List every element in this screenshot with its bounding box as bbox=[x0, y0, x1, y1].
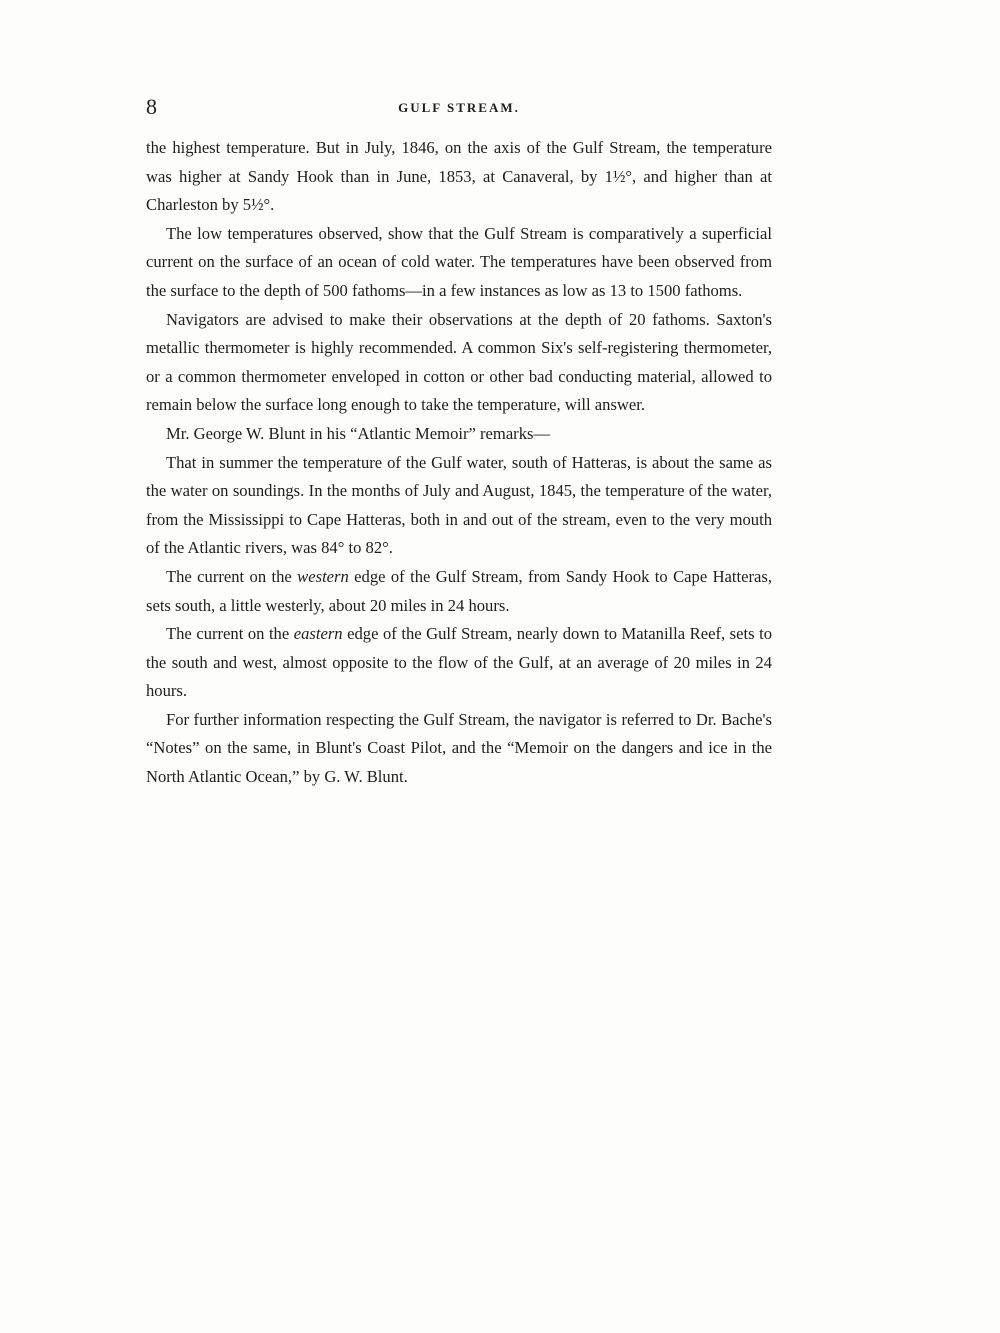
paragraph-summer-temperature: That in summer the temperature of the Gulf water, south of Hatteras, is about the same as the water on soundings. In the months of July and August, 1845, the temperature of the water, from the Mississippi to Cape Hatteras, both in and out of the stream, even to the very mouth of the Atlantic rivers, was 84° to 82°. bbox=[146, 452, 772, 558]
paragraph-further-information: For further information respecting the Gulf Stream, the navigator is referred to Dr. Bache's “Notes” on the same, in Blunt's Coast Pilot, and the “Memoir on the dangers and ice in the North Atlantic Ocean,” by G. W. Blunt. bbox=[146, 709, 772, 787]
paragraph-eastern-edge: The current on the eastern edge of the Gulf Stream, nearly down to Matanilla Reef, sets to the south and west, almost opposite to the flow of the Gulf, at an average of 20 miles in 24 hours. bbox=[146, 624, 772, 701]
paragraph-blunt-intro: Mr. George W. Blunt in his “Atlantic Memoir” remarks— bbox=[166, 423, 551, 443]
body-text bbox=[146, 134, 772, 792]
eastern-emphasis: eastern bbox=[293, 624, 343, 644]
paragraph-continuation: the highest temperature. But in July, 1846, on the axis of the Gulf Stream, the temperature was higher at Sandy Hook than in June, 1853, at Canaveral, by 1½°, and higher than at Charleston by 5½°. bbox=[146, 138, 772, 215]
western-emphasis: western bbox=[297, 566, 349, 586]
paragraph-western-edge: The current on the western edge of the Gulf Stream, from Sandy Hook to Cape Hatteras, sets south, a little westerly, about 20 miles in 24 hours. bbox=[146, 566, 772, 615]
page-number: 8 bbox=[146, 94, 157, 119]
paragraph-low-temperatures: The low temperatures observed, show that the Gulf Stream is comparatively a superficial current on the surface of an ocean of cold water. The temperatures have been observed from the surface to the depth of 500 fathoms—in a few instances as low as 13 to 1500 fathoms. bbox=[146, 223, 772, 300]
running-title: GULF STREAM. bbox=[398, 100, 520, 115]
running-head bbox=[146, 94, 772, 124]
paragraph-navigators-advice: Navigators are advised to make their observations at the depth of 20 fathoms. Saxton's metallic thermometer is highly recommended. A common Six's self-registering thermometer, or a common thermometer enveloped in cotton or other bad conducting material, allowed to remain below the surface long enough to take the temperature, will answer. bbox=[146, 309, 772, 415]
